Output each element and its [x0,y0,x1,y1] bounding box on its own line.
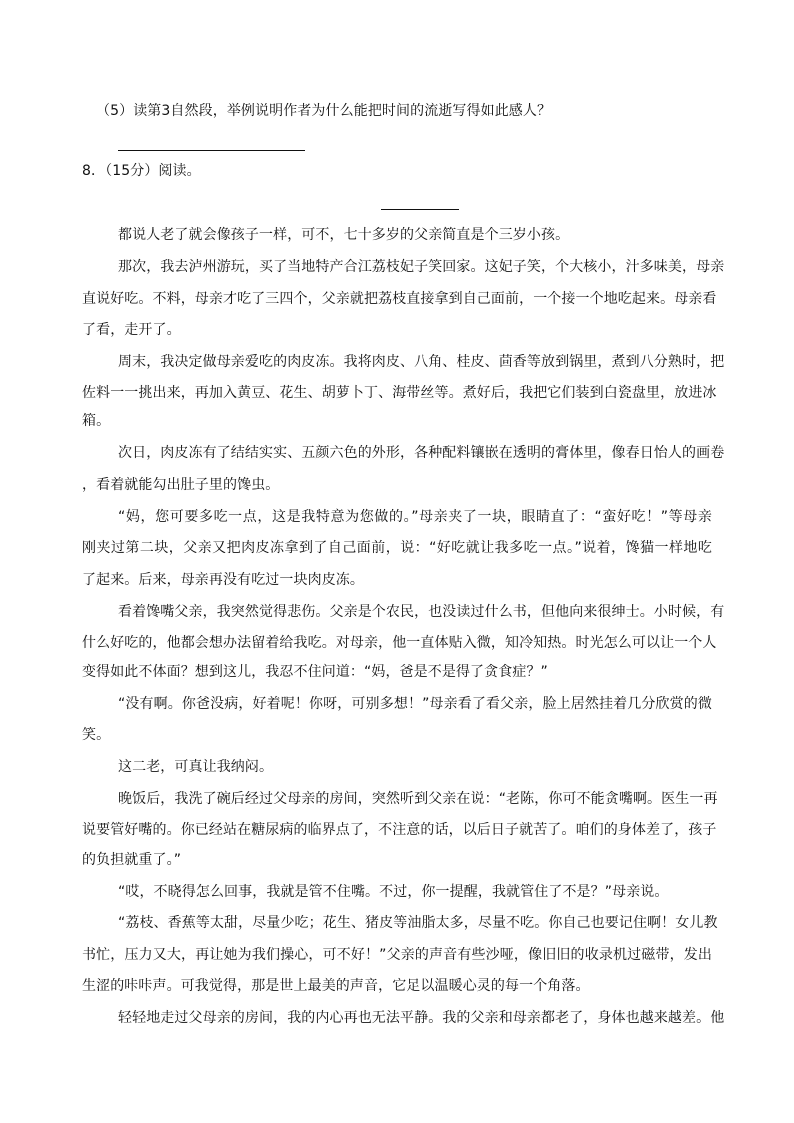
passage-paragraph: 都说人老了就会像孩子一样，可不，七十多岁的父亲简直是个三岁小孩。 [118,227,570,243]
passage-paragraph-line: 的负担就重了。” [82,852,182,868]
passage-paragraph-line: 佐料一一挑出来，再加入黄豆、花生、胡萝卜丁、海带丝等。煮好后，我把它们装到白瓷盘里，放进冰 [82,385,717,401]
passage-paragraph: 轻轻地走过父母亲的房间，我的内心再也无法平静。我的父亲和母亲都老了，身体也越来越差。他 [118,1010,725,1026]
passage-paragraph: 看着馋嘴父亲，我突然觉得悲伤。父亲是个农民，也没读过什么书，但他向来很绅士。小时候，有 [118,604,725,620]
passage-paragraph: “妈，您可要多吃一点，这是我特意为您做的。”母亲夹了一块，眼睛直了：“蛮好吃！”等母亲 [118,509,712,525]
passage-paragraph: 这二老，可真让我纳闷。 [118,759,274,775]
answer-blank-line[interactable] [118,150,305,151]
title-blank-line[interactable] [381,209,459,210]
passage-paragraph-line: 生涩的咔咔声。可我觉得，那是世上最美的声音，它足以温暖心灵的每一个角落。 [82,978,590,994]
passage-paragraph: “荔枝、香蕉等太甜，尽量少吃；花生、猪皮等油脂太多，尽量不吃。你自己也要记住啊！女儿教 [118,915,718,931]
passage-paragraph: 那次，我去泸州游玩，买了当地特产合江荔枝妃子笑回家。这妃子笑，个大核小，汁多味美，母亲 [118,259,725,275]
passage-paragraph-line: 直说好吃。不料，母亲才吃了三四个，父亲就把荔枝直接拿到自己面前，一个接一个地吃起来。母亲看 [82,291,717,307]
passage-paragraph-line: 笑。 [82,727,111,743]
passage-paragraph-line: 了起来。后来，母亲再没有吃过一块肉皮冻。 [82,572,364,588]
passage-paragraph-line: 什么好吃的，他都会想办法留着给我吃。对母亲，他一直体贴入微，知冷知热。时光怎么可以让一个人 [82,635,717,651]
passage-paragraph-line: ，看着就能勾出肚子里的馋虫。 [82,477,280,493]
passage-paragraph-line: 变得如此不体面？想到这儿，我忍不住问道：“妈，爸是不是得了贪食症？” [82,664,548,680]
question-8-header: 8．（15分）阅读。 [82,163,201,179]
passage-paragraph: 次日，肉皮冻有了结结实实、五颜六色的外形，各种配料镶嵌在透明的膏体里，像春日怡人的画卷 [118,445,725,461]
question-5-text: （5）读第3自然段，举例说明作者为什么能把时间的流逝写得如此感人？ [96,103,552,119]
passage-paragraph: “哎，不晓得怎么回事，我就是管不住嘴。不过，你一提醒，我就管住了不是？”母亲说。 [118,884,669,900]
passage-paragraph-line: 书忙，压力又大，再让她为我们操心，可不好！”父亲的声音有些沙哑，像旧旧的收录机过磁带，发出 [82,947,712,963]
passage-paragraph-line: 说要管好嘴的。你已经站在糖尿病的临界点了，不注意的话，以后日子就苦了。咱们的身体差了，孩子 [82,822,717,838]
passage-paragraph-line: 了看，走开了。 [82,322,181,338]
passage-paragraph-line: 刚夹过第二块，父亲又把肉皮冻拿到了自己面前，说：“好吃就让我多吃一点。”说着，馋猫一样地吃 [82,540,712,556]
passage-paragraph: 晚饭后，我洗了碗后经过父母亲的房间，突然听到父亲在说：“老陈，你可不能贪嘴啊。医生一再 [118,791,718,807]
passage-paragraph: “没有啊。你爸没病，好着呢！你呀，可别多想！”母亲看了看父亲，脸上居然挂着几分欣赏的微 [118,696,712,712]
passage-paragraph: 周末，我决定做母亲爱吃的肉皮冻。我将肉皮、八角、桂皮、茴香等放到锅里，煮到八分熟时，把 [118,354,725,370]
passage-paragraph-line: 箱。 [82,413,111,429]
